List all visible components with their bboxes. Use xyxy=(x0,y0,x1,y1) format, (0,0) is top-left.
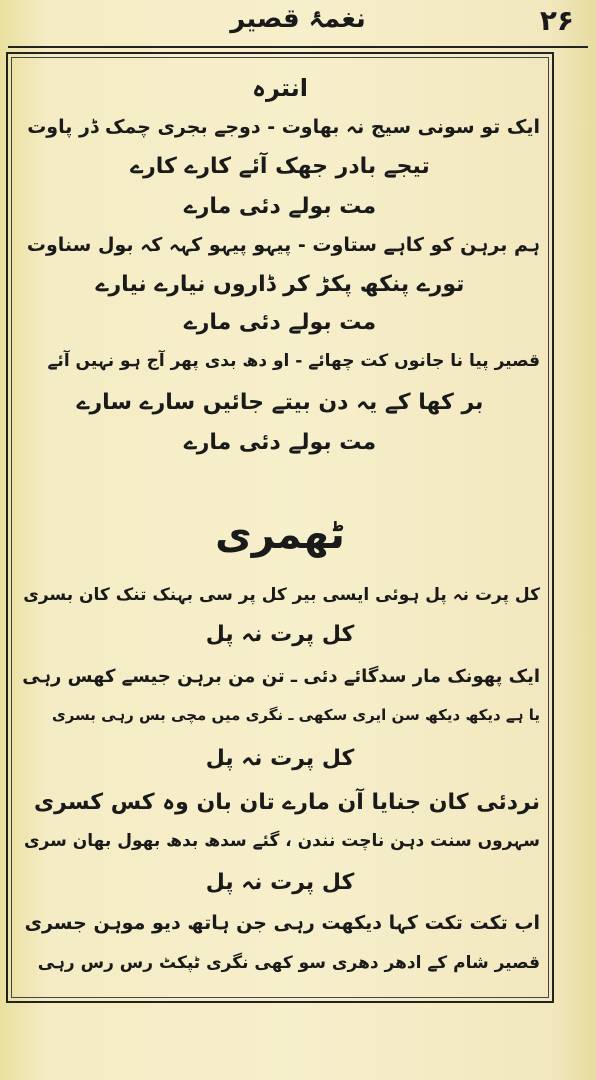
header-rule xyxy=(8,46,588,48)
verse-line: نردئی کان جنایا آن مارے تان بان وہ کس کسری xyxy=(34,790,540,815)
verse-line: قصیر شام کے ادھر دھری سو کھی نگری ٹپکٹ رس رس رہی xyxy=(37,953,540,973)
page-number: ۲۶ xyxy=(539,4,574,37)
verse-line: تیجے بادر جھک آئے کارے کارے xyxy=(130,154,430,179)
text-frame xyxy=(6,52,554,1003)
verse-line: اب تکت تکت کہا دیکھت رہی جن ہاتھ دیو موہن جسری xyxy=(24,912,540,934)
refrain-line: کل پرت نہ پل xyxy=(205,870,355,895)
refrain-line: کل پرت نہ پل xyxy=(205,746,355,771)
verse-line: بر کھا کے یہ دن بیتے جائیں سارے سارے xyxy=(76,390,484,415)
verse-line: ایک تو سونی سیج نہ بھاوت - دوجے بجری چمک ڈر پاوت xyxy=(27,116,540,138)
verse-line: ہم برہن کو کاہے ستاوت - پیہو پیہو کہہ کہ بول سناوت xyxy=(26,234,540,256)
verse-line: سہروں سنت دہن ناچت نندن ، گئے سدھ بدھ بھول بھان سری xyxy=(24,831,540,851)
verse-line: ایک پھونک مار سدگائے دئی ـ تن من برہن جیسے کھس رہی xyxy=(22,666,540,687)
running-title: نغمۂ قصیر xyxy=(230,4,366,34)
refrain-line: مت بولے دئی مارے xyxy=(183,194,377,219)
refrain-line: مت بولے دئی مارے xyxy=(183,310,377,335)
section-heading-antara: انترہ xyxy=(251,74,309,102)
page-header xyxy=(0,0,596,48)
verse-line: یا ہے دیکھ دیکھ سن ایری سکھی ـ نگری میں مچی بس رہی بسری xyxy=(51,706,540,724)
refrain-line: کل پرت نہ پل xyxy=(205,622,355,647)
verse-line: قصیر پیا نا جانوں کت چھائے - او دھ بدی پھر آج ہو نہیں آئے xyxy=(47,351,540,371)
refrain-line: مت بولے دئی مارے xyxy=(183,430,377,455)
verse-line: تورے پنکھ پکڑ کر ڈاروں نیارے نیارے xyxy=(95,272,465,297)
section-heading-thumri: ٹھمری xyxy=(215,512,345,558)
verse-line: کل پرت نہ پل ہوئی ایسی بیر کل پر سی بہنک تنک کان بسری xyxy=(23,585,540,605)
